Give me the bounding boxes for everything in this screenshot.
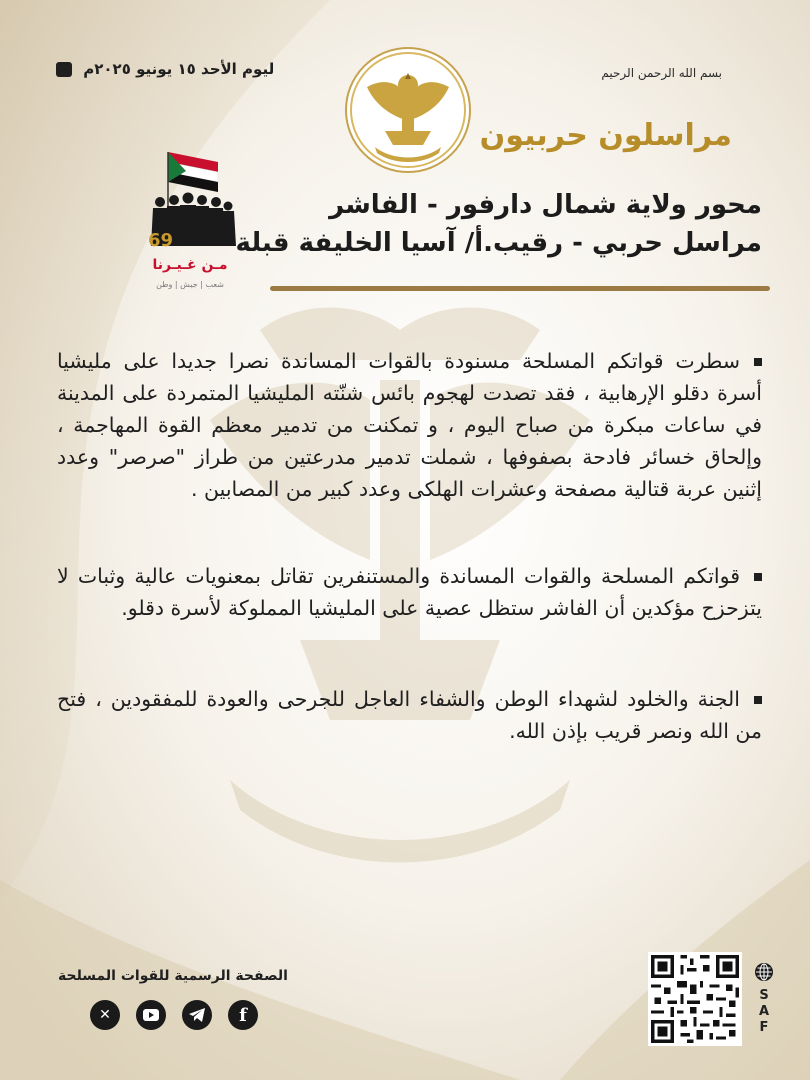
paragraph-1-text: سطرت قواتكم المسلحة مسنودة بالقوات المساندة نصرا جديدا على مليشيا أسرة دقلو الإرهابية ، فقد تصدت لهجوم بائس شنّته المليشيا المتمردة على المدينة في ساعات مبكرة من صباح اليوم ، و تمكنت من تدمير معظم القوة المهاجمة ، وإلحاق خسائر فادحة بصفوفها ، شملت تدمير مدرعتين من طراز "صرصر" وعدد إثنين عربة قتالية مصفحة وعشرات الهلكى وعدد كبير من المصابين . xyxy=(57,349,762,501)
basmala: بسم الله الرحمن الرحيم xyxy=(601,66,722,80)
saf-letter: A xyxy=(758,1004,770,1019)
sudan-armed-forces-emblem-icon xyxy=(345,47,471,173)
date-text: ليوم الأحد ١٥ يونيو ٢٠٢٥م xyxy=(83,60,275,78)
title-divider xyxy=(270,286,770,291)
paragraph-2-text: قواتكم المسلحة والقوات المساندة والمستنفرين تقاتل بمعنويات عالية وثبات لا يتزحزح مؤكدين أن الفاشر ستظل عصية على المليشيا المملوكة لأسرة دقلو. xyxy=(57,564,762,620)
calendar-icon xyxy=(56,62,72,77)
social-links xyxy=(90,1000,258,1030)
telegram-icon[interactable] xyxy=(182,1000,212,1030)
paragraph-3 xyxy=(57,683,762,747)
bullet-icon xyxy=(754,696,762,704)
saf-letter: S xyxy=(759,988,769,1003)
youtube-icon[interactable] xyxy=(136,1000,166,1030)
bullet-icon xyxy=(754,573,762,581)
x-icon[interactable]: ✕ xyxy=(90,1000,120,1030)
campaign-number: 69 xyxy=(148,230,174,251)
qr-code-icon[interactable] xyxy=(648,952,742,1046)
paragraph-2 xyxy=(57,560,762,624)
campaign-logo xyxy=(140,150,240,300)
saf-brand xyxy=(757,988,771,1036)
official-page-label: الصفحة الرسمية للقوات المسلحة xyxy=(58,968,288,984)
campaign-tagline: شعب | جيش | وطن xyxy=(156,280,224,289)
bullet-icon xyxy=(754,358,762,366)
facebook-icon[interactable]: f xyxy=(228,1000,258,1030)
date-line xyxy=(56,60,274,78)
saf-letter: F xyxy=(759,1020,769,1035)
campaign-slogan: مـن غـيـرنا xyxy=(152,257,228,273)
paragraph-3-text: الجنة والخلود لشهداء الوطن والشفاء العاجل للجرحى والعودة للمفقودين ، فتح من الله ونصر قريب بإذن الله. xyxy=(57,687,762,743)
series-title: مراسلون حربيون xyxy=(479,118,732,153)
paragraph-1 xyxy=(57,345,762,505)
report-title-line1: محور ولاية شمال دارفور - الفاشر xyxy=(329,190,762,220)
globe-icon[interactable] xyxy=(754,962,774,982)
report-title-line2: مراسل حربي - رقيب.أ/ آسيا الخليفة قبلة xyxy=(235,228,762,258)
